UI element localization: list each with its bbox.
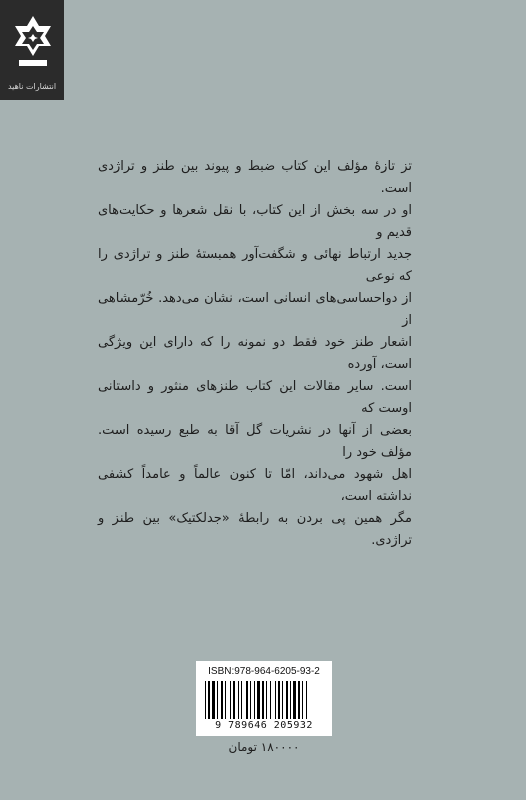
blurb-line: مگر همین پی بردن به رابطهٔ «جدلکتیک» بین طنز و تراژدی.	[98, 511, 412, 548]
isbn-text: ISBN:978-964-6205-93-2	[208, 666, 320, 677]
star-logo-icon	[11, 14, 55, 76]
isbn-barcode	[196, 661, 332, 736]
blurb-line: اهل شهود می‌داند، امّا تا کنون عالماً و عامداً کشفی نداشته است،	[98, 467, 412, 504]
barcode-digits: 9 789646 205932	[215, 720, 313, 731]
blurb-line: است. سایر مقالات این کتاب طنزهای منثور و داستانی اوست که	[98, 379, 412, 416]
blurb-line: از دواحساسی‌های انسانی است، نشان می‌دهد. خُرّمشاهی از	[98, 291, 412, 328]
back-cover-blurb	[98, 156, 412, 552]
barcode-bars	[205, 681, 323, 719]
blurb-line: اشعار طنز خود فقط دو نمونه را که دارای این ویژگی است، آورده	[98, 335, 412, 372]
price-label: ۱۸۰۰۰۰ تومان	[228, 740, 300, 754]
blurb-line: جدید ارتباط نهائی و شگفت‌آور همبستهٔ طنز و تراژدی را که نوعی	[98, 247, 412, 284]
blurb-line: تز تازهٔ مؤلف این کتاب ضبط و پیوند بین طنز و تراژدی است.	[98, 159, 412, 196]
blurb-line: او در سه بخش از این کتاب، با نقل شعرها و حکایت‌های قدیم و	[98, 203, 412, 240]
publisher-name: انتشارات ناهید	[7, 82, 57, 91]
publisher-logo	[0, 0, 64, 100]
blurb-line: بعضی از آنها در نشریات گل آقا به طبع رسیده است. مؤلف خود را	[98, 423, 412, 460]
